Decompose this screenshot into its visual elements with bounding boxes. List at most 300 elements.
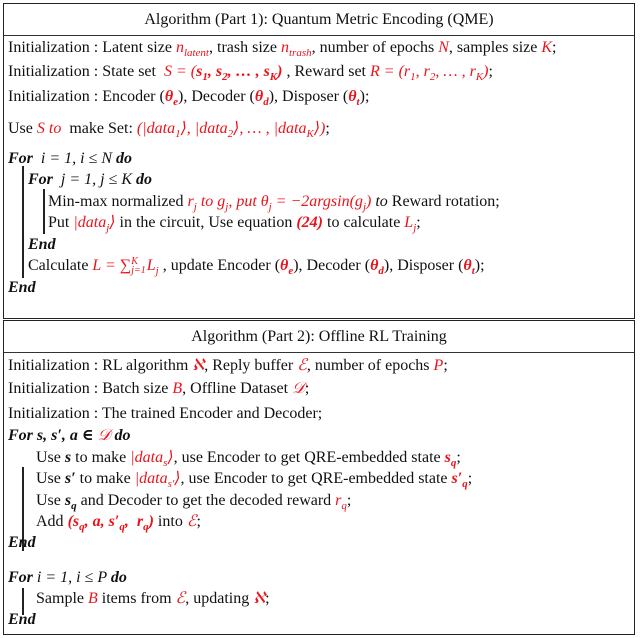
segment-text: r (335, 492, 342, 509)
text-segment (98, 427, 111, 444)
text-segment (468, 470, 472, 487)
subscript: j (155, 265, 159, 277)
text-segment (36, 449, 65, 466)
text-segment (475, 257, 485, 274)
subscript: 1 (202, 71, 208, 83)
segment-text: to make (71, 449, 131, 466)
text-segment (98, 590, 176, 607)
segment-text: do (110, 427, 131, 444)
text-segment (227, 63, 278, 83)
text-segment (28, 171, 57, 188)
text-segment (293, 257, 370, 274)
segment-text: into (153, 513, 187, 530)
segment-text: ; (346, 492, 352, 509)
part2-line (36, 512, 201, 532)
text-segment (463, 257, 475, 277)
subscript: j (106, 222, 110, 234)
text-segment (64, 492, 77, 512)
segment-text: s (64, 449, 72, 466)
algorithm-part2-title: Algorithm (Part 2): Offline RL Training (4, 321, 634, 353)
text-segment (253, 590, 265, 607)
text-segment (175, 39, 209, 59)
subscript: K (475, 71, 484, 83)
text-segment (8, 120, 37, 137)
text-segment (159, 257, 280, 274)
segment-text: , number of epochs (311, 39, 439, 56)
segment-text: ; (467, 470, 473, 487)
text-segment (8, 611, 36, 628)
text-segment (124, 513, 149, 533)
subscript: d (378, 265, 384, 277)
part2-line (36, 589, 270, 609)
text-segment (76, 470, 135, 487)
segment-text: N (438, 39, 449, 56)
segment-text: = −2argsin(g (271, 193, 363, 210)
text-segment (314, 120, 326, 137)
subscript: 2 (222, 71, 228, 83)
segment-text: , use Encoder to get QRE-embedded state (173, 449, 445, 466)
segment-text: B (88, 590, 98, 607)
part1-line (28, 235, 56, 255)
segment-text: End (8, 611, 36, 628)
segment-text: ℰ (175, 590, 186, 607)
text-segment (181, 470, 452, 487)
part2-line (8, 568, 127, 588)
segment-text: s′ (451, 470, 463, 487)
segment-text: θ (254, 88, 264, 105)
part1-line (8, 62, 493, 82)
text-segment (335, 492, 347, 512)
segment-text: and Decoder to get the decoded reward (76, 492, 336, 509)
segment-text: ) (148, 513, 154, 530)
segment-text: Initialization : The trained Encoder and Decoder; (8, 405, 323, 422)
segment-text: ) (366, 193, 372, 210)
segment-text: S = ( (163, 63, 197, 80)
segment-text: ; (552, 39, 557, 56)
segment-text: ; (443, 357, 448, 374)
text-segment (164, 88, 179, 108)
text-segment (37, 150, 116, 167)
segment-text: s (444, 449, 451, 466)
text-segment (8, 39, 176, 56)
subscript: j=1 (131, 265, 146, 277)
text-segment (8, 88, 165, 105)
segment-text: Initialization : Encoder ( (8, 88, 165, 105)
text-segment (146, 257, 159, 277)
text-segment (36, 590, 88, 607)
part2-line (8, 610, 36, 630)
text-segment (444, 449, 457, 469)
segment-text: , number of epochs (306, 357, 434, 374)
segment-text: ⟩ (174, 470, 181, 487)
text-segment (8, 380, 172, 397)
subscript: q (119, 521, 125, 533)
text-segment (292, 380, 305, 397)
segment-text: |data (134, 470, 168, 487)
text-segment (182, 380, 292, 397)
text-segment (67, 513, 85, 533)
text-segment (116, 214, 297, 231)
segment-text: , samples size (448, 39, 542, 56)
text-segment (77, 492, 336, 509)
subscript: t (356, 96, 360, 108)
text-segment (360, 88, 370, 105)
segment-text: Initialization : Batch size (8, 380, 173, 397)
segment-text: ; (325, 120, 330, 137)
text-segment (488, 63, 492, 80)
text-segment (416, 214, 420, 231)
segment-text: ); (359, 88, 370, 105)
text-segment (28, 257, 92, 274)
segment-text: Initialization : Latent size (8, 39, 176, 56)
segment-text: , Reply buffer (204, 357, 298, 374)
part1-line (28, 170, 152, 190)
segment-text: ⟩ (109, 214, 116, 231)
subscript: trash (288, 47, 312, 59)
text-segment (296, 214, 323, 231)
text-segment (48, 193, 188, 210)
text-segment (371, 193, 391, 210)
segment-text: 𝒟 (97, 427, 111, 444)
segment-text: j = 1, j ≤ K (56, 171, 137, 188)
text-segment (111, 569, 127, 586)
text-segment (8, 569, 37, 586)
segment-text: r (187, 193, 194, 210)
segment-text: ; (265, 590, 270, 607)
segment-text: ; (416, 214, 421, 231)
text-segment (8, 534, 36, 551)
text-segment (36, 470, 65, 487)
segment-text: End (8, 279, 36, 296)
segment-text: ); (474, 257, 485, 274)
segment-text: (s (67, 513, 80, 530)
segment-text: R = (r (370, 63, 411, 80)
segment-text: Reward rotation; (391, 193, 500, 210)
part1-line (8, 119, 330, 139)
segment-text: n (280, 39, 289, 56)
text-segment (92, 256, 146, 277)
subscript: s (163, 457, 168, 469)
text-segment (297, 357, 307, 374)
subscript: d (263, 96, 269, 108)
part1-line (8, 87, 369, 107)
text-segment (449, 39, 541, 56)
part2-line (36, 448, 461, 468)
subscript: q (450, 457, 457, 469)
text-segment (265, 590, 269, 607)
text-segment (8, 357, 192, 374)
segment-text: Use (36, 470, 65, 487)
text-segment (110, 427, 130, 444)
text-segment (228, 193, 272, 213)
text-segment (307, 357, 434, 374)
segment-text: , r (415, 63, 430, 80)
text-segment (37, 120, 61, 137)
segment-text: ; (196, 513, 201, 530)
text-segment (28, 236, 56, 253)
segment-text: ; (456, 449, 461, 466)
segment-text: Add (36, 513, 68, 530)
segment-text: Use (36, 449, 65, 466)
part1-line (48, 213, 421, 233)
text-segment (8, 427, 98, 444)
segment-text: Use (8, 120, 37, 137)
segment-text: End (8, 534, 36, 551)
part1-line (8, 38, 556, 58)
text-segment (130, 449, 168, 469)
segment-text: ℰ (186, 513, 197, 530)
segment-text: θ (348, 88, 357, 105)
text-segment (36, 513, 68, 530)
subscript: 2 (429, 71, 436, 83)
text-segment (415, 63, 436, 83)
text-segment (172, 380, 182, 397)
text-segment (197, 513, 201, 530)
text-segment (347, 492, 351, 509)
segment-text: ), Decoder ( (293, 257, 371, 274)
segment-text: ), Disposer ( (383, 257, 464, 274)
sum-limits (131, 257, 146, 275)
text-segment (552, 39, 556, 56)
part2-line (8, 426, 130, 446)
text-segment (325, 120, 329, 137)
text-segment (282, 63, 370, 80)
subscript: j (413, 222, 417, 234)
subscript: e (288, 265, 294, 277)
text-segment (84, 513, 125, 533)
segment-text: , Offline Dataset (182, 380, 293, 397)
segment-text: Use (36, 492, 65, 509)
text-segment (180, 120, 234, 140)
subscript: 1 (175, 128, 181, 140)
segment-text: L (146, 257, 156, 274)
subscript: s′ (167, 478, 175, 490)
text-segment (271, 193, 366, 213)
text-segment (61, 120, 137, 137)
segment-text: For (8, 569, 37, 586)
text-segment (443, 357, 447, 374)
segment-text: , updating (185, 590, 254, 607)
segment-text: to calculate (323, 214, 405, 231)
segment-text: i = 1, i ≤ N (36, 150, 117, 167)
segment-text: ), Decoder ( (178, 88, 255, 105)
segment-text: s (64, 492, 72, 509)
segment-text: in the circuit, Use equation (115, 214, 297, 231)
segment-text: ) (483, 63, 489, 80)
part2-line (8, 379, 309, 399)
text-segment (312, 39, 439, 56)
segment-text: P (433, 357, 444, 374)
text-segment (438, 39, 449, 56)
subscript: q (462, 478, 468, 490)
algorithm-part1-title: Algorithm (Part 1): Quantum Metric Encoding (QME) (4, 4, 634, 36)
text-segment (370, 63, 416, 83)
segment-text: |data (130, 449, 164, 466)
text-segment (178, 88, 255, 105)
text-segment (88, 590, 98, 607)
subscript: q (79, 521, 85, 533)
segment-text: make Set: (61, 120, 137, 137)
segment-text: , use Encoder to get QRE-embedded state (180, 470, 452, 487)
segment-text: ), Disposer ( (268, 88, 349, 105)
text-segment (323, 214, 404, 231)
part1-line (8, 278, 36, 298)
subscript: e (173, 96, 179, 108)
part2-line (8, 533, 36, 553)
text-segment (48, 214, 73, 231)
segment-text: ; (304, 380, 310, 397)
segment-text: S to (36, 120, 62, 137)
text-segment (136, 171, 152, 188)
segment-text: ℵ (253, 590, 266, 607)
segment-text: θ (463, 257, 472, 274)
text-segment (384, 257, 464, 274)
segment-text: , trash size (209, 39, 281, 56)
text-segment (348, 88, 360, 108)
subscript: t (471, 265, 475, 277)
segment-text: L (404, 214, 414, 231)
subscript: j (193, 201, 197, 213)
text-segment (207, 63, 228, 83)
text-segment (174, 449, 445, 466)
segment-text: , update Encoder ( (158, 257, 281, 274)
text-segment (116, 150, 132, 167)
text-segment (8, 63, 164, 80)
segment-text: , a, s′ (84, 513, 120, 530)
segment-text: ⟩ (167, 449, 174, 466)
segment-text: do (136, 171, 153, 188)
text-segment (305, 380, 309, 397)
text-segment (451, 470, 468, 490)
text-segment (185, 590, 253, 607)
text-segment (370, 257, 384, 277)
segment-text: For s, s′, a ∈ (8, 427, 98, 444)
subscript: j (362, 201, 366, 213)
subscript: latent (183, 47, 209, 59)
text-segment (187, 193, 197, 213)
segment-text: n (175, 39, 184, 56)
subscript: j (225, 201, 229, 213)
segment-text: B (172, 380, 183, 397)
segment-text: For (28, 171, 57, 188)
text-segment (8, 405, 322, 422)
segment-text: Initialization : State set (8, 63, 164, 80)
segment-text: do (110, 569, 127, 586)
text-segment (456, 449, 460, 466)
text-segment (36, 492, 65, 509)
text-segment (71, 449, 130, 466)
segment-text: to (371, 193, 392, 210)
text-segment (269, 88, 349, 105)
text-segment (196, 193, 229, 213)
text-segment (136, 120, 181, 140)
text-segment (280, 257, 294, 277)
segment-text: s (196, 63, 203, 80)
part2-line (8, 404, 322, 424)
segment-text: Min-max normalized (48, 193, 188, 210)
segment-text: (24) (296, 214, 323, 231)
subscript: 2 (227, 128, 234, 140)
subscript: j (268, 201, 272, 213)
subscript: K (269, 71, 278, 83)
segment-text: , r (124, 513, 144, 530)
segment-text: For (8, 150, 37, 167)
subscript: q (71, 500, 77, 512)
segment-text: 𝒟 (292, 380, 305, 397)
segment-text: i = 1, i ≤ P (36, 569, 111, 586)
segment-text: θ (370, 257, 379, 274)
subscript: K (306, 128, 314, 140)
segment-text: to make (75, 470, 135, 487)
text-segment (65, 470, 76, 487)
part1-line (8, 149, 132, 169)
text-segment (233, 120, 314, 140)
segment-text: Calculate (28, 257, 93, 274)
segment-text: ⟩) (313, 120, 326, 137)
segment-text: Put (48, 214, 74, 231)
segment-text: |data (73, 214, 107, 231)
segment-text: do (116, 150, 133, 167)
segment-text: θ (164, 88, 174, 105)
part2-line (36, 469, 472, 489)
loop-bar-inner-j (43, 189, 45, 234)
segment-text: Sample (36, 590, 88, 607)
subscript: 1 (410, 71, 416, 83)
segment-text: , s (207, 63, 223, 80)
part2-line (8, 356, 448, 376)
part1-line (28, 256, 485, 276)
segment-text: ) (277, 63, 283, 80)
text-segment (176, 590, 186, 607)
loop-bar-outer-i (22, 166, 24, 278)
text-segment (204, 357, 297, 374)
subscript: q (341, 500, 347, 512)
text-segment (8, 279, 36, 296)
text-segment (8, 150, 37, 167)
text-segment (280, 39, 312, 59)
text-segment (254, 88, 269, 108)
segment-text: End (28, 236, 56, 253)
segment-text: θ (280, 257, 289, 274)
segment-text: L = ∑ (92, 257, 132, 274)
text-segment (196, 63, 208, 83)
text-segment (434, 357, 444, 374)
segment-text: ℰ (297, 357, 307, 374)
segment-text: , put θ (228, 193, 269, 210)
text-segment (73, 214, 110, 234)
segment-text: ; (488, 63, 493, 80)
part2-line (36, 491, 351, 511)
text-segment (209, 39, 281, 56)
segment-text: ⟩, … , |data (233, 120, 307, 137)
segment-text: (|data (136, 120, 176, 137)
text-segment (154, 513, 187, 530)
text-segment (37, 569, 111, 586)
superscript: K (131, 256, 138, 268)
segment-text: ⟩, |data (180, 120, 228, 137)
subscript: q (143, 521, 149, 533)
segment-text: ℵ (192, 357, 205, 374)
text-segment (57, 171, 136, 188)
segment-text: s′ (64, 470, 76, 487)
segment-text: , … , r (435, 63, 476, 80)
segment-text: to g (196, 193, 226, 210)
segment-text: K (541, 39, 553, 56)
segment-text: , Reward set (282, 63, 370, 80)
text-segment (134, 470, 175, 490)
text-segment (541, 39, 552, 56)
text-segment (187, 513, 197, 530)
